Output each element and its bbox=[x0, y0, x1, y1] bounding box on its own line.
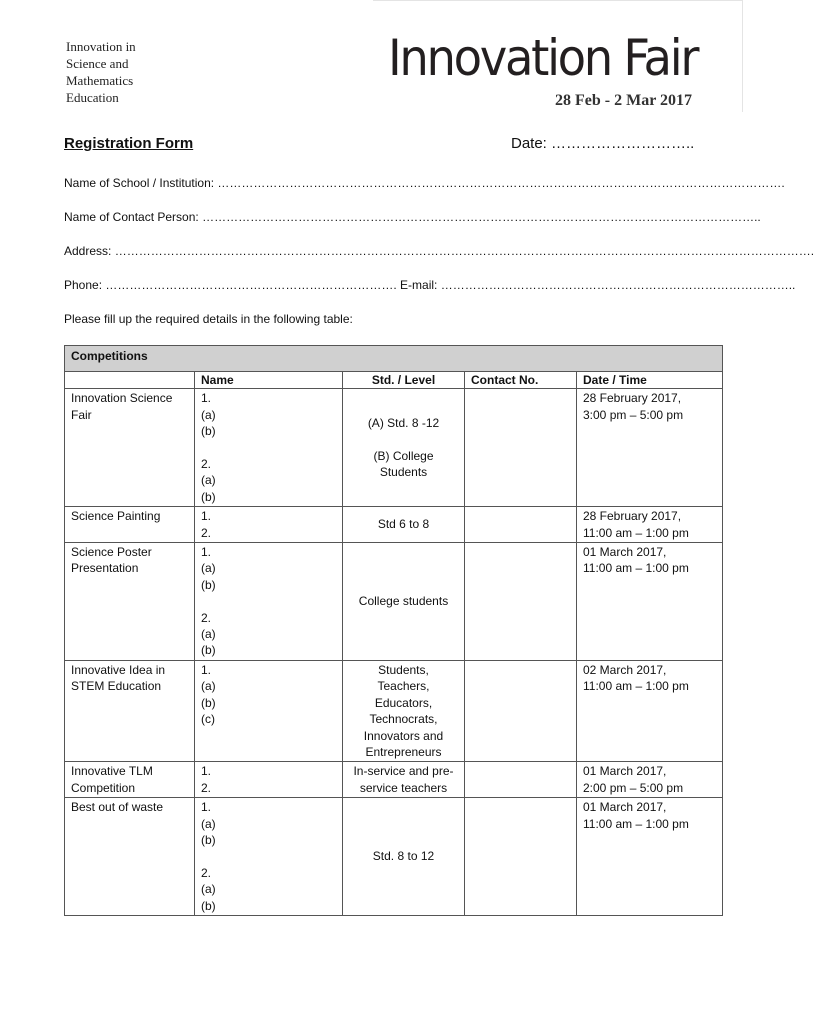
competition-name: Science Painting bbox=[71, 509, 161, 524]
participant-slot: (a) bbox=[201, 627, 216, 642]
std-level-text: In-service and pre- bbox=[353, 764, 454, 779]
competition-cell bbox=[65, 762, 195, 798]
header-top-rule bbox=[373, 0, 743, 1]
organization-line: Mathematics bbox=[66, 73, 134, 88]
contact-person-field[interactable]: Name of Contact Person: ………………………………………………………………………………………………………………………….. bbox=[64, 210, 761, 224]
header-date-time: Date / Time bbox=[577, 372, 723, 389]
event-dates: 28 Feb - 2 Mar 2017 bbox=[555, 92, 693, 109]
date-time-text: 28 February 2017, bbox=[583, 509, 682, 524]
participant-slot: (a) bbox=[201, 882, 216, 897]
participant-slot: 2. bbox=[201, 457, 212, 472]
competition-cell bbox=[65, 389, 195, 507]
date-time-text: 2:00 pm – 5:00 pm bbox=[583, 780, 684, 795]
contact-no-cell[interactable] bbox=[465, 507, 577, 543]
form-title: Registration Form bbox=[64, 135, 194, 152]
competition-cell bbox=[65, 507, 195, 543]
competition-name: Innovative TLM Competition bbox=[71, 764, 153, 795]
participant-names-cell[interactable] bbox=[195, 798, 343, 916]
header-side-rule bbox=[742, 0, 743, 112]
organization-name bbox=[66, 38, 136, 106]
std-level-text: (B) College bbox=[373, 448, 434, 463]
contact-no-cell[interactable] bbox=[465, 660, 577, 761]
participant-slot: 1. bbox=[201, 509, 212, 524]
competition-name: Best out of waste bbox=[71, 800, 164, 815]
date-time-text: 11:00 am – 1:00 pm bbox=[583, 561, 689, 576]
contact-no-cell[interactable] bbox=[465, 543, 577, 661]
competition-name: Innovation Science Fair bbox=[71, 391, 173, 422]
participant-slot: (a) bbox=[201, 679, 216, 694]
std-level-text: Innovators and bbox=[363, 728, 444, 743]
date-time-cell bbox=[577, 389, 723, 507]
participant-slot: (b) bbox=[201, 489, 216, 504]
contact-no-cell[interactable] bbox=[465, 762, 577, 798]
participant-slot: 1. bbox=[201, 764, 212, 779]
date-time-cell bbox=[577, 660, 723, 761]
date-time-cell bbox=[577, 507, 723, 543]
school-name-field[interactable]: Name of School / Institution: ……………………………………………………………………………………………………………………………. bbox=[64, 176, 785, 190]
header-name: Name bbox=[195, 372, 343, 389]
date-time-text: 11:00 am – 1:00 pm bbox=[583, 679, 689, 694]
competition-name: Innovative Idea in STEM Education bbox=[71, 662, 166, 694]
contact-no-cell[interactable] bbox=[465, 798, 577, 916]
innovation-fair-logo: Innovation Fair bbox=[388, 29, 698, 87]
participant-names-cell[interactable] bbox=[195, 762, 343, 798]
address-field[interactable]: Address: …………………………………………………………………………………………………………………………………………………………. bbox=[64, 244, 814, 258]
participant-slot: (a) bbox=[201, 561, 216, 576]
competition-name: Science Poster Presentation bbox=[71, 545, 152, 576]
std-level-cell bbox=[343, 660, 465, 761]
date-field[interactable]: Date: ……………………….. bbox=[511, 135, 695, 152]
participant-slot: 2. bbox=[201, 610, 212, 625]
participant-slot: 2. bbox=[201, 865, 212, 880]
date-time-cell bbox=[577, 543, 723, 661]
participant-slot: (b) bbox=[201, 643, 216, 658]
std-level-text: Educators, bbox=[374, 695, 433, 710]
participant-slot: (b) bbox=[201, 424, 216, 439]
std-level-cell bbox=[343, 389, 465, 507]
participant-slot bbox=[201, 848, 336, 864]
table-row bbox=[65, 389, 723, 507]
organization-line: Science and bbox=[66, 56, 129, 71]
participant-slot: (b) bbox=[201, 832, 216, 847]
date-time-cell bbox=[577, 762, 723, 798]
std-level-text: Std 6 to 8 bbox=[377, 517, 430, 532]
date-time-text: 3:00 pm – 5:00 pm bbox=[583, 407, 684, 422]
participant-slot bbox=[201, 593, 336, 609]
competitions-table bbox=[64, 345, 723, 916]
table-row bbox=[65, 543, 723, 661]
std-level-text: Std. 8 to 12 bbox=[372, 849, 435, 864]
participant-slot bbox=[201, 440, 336, 456]
participant-names-cell[interactable] bbox=[195, 660, 343, 761]
std-level-cell bbox=[343, 798, 465, 916]
std-level-text: Teachers, bbox=[377, 679, 430, 694]
participant-slot: 1. bbox=[201, 800, 212, 815]
date-time-cell bbox=[577, 798, 723, 916]
header-competition bbox=[65, 372, 195, 389]
date-time-text: 02 March 2017, bbox=[583, 662, 667, 677]
date-time-text: 01 March 2017, bbox=[583, 545, 667, 560]
std-level-text: College students bbox=[358, 594, 449, 609]
competition-cell bbox=[65, 798, 195, 916]
std-level-text bbox=[349, 431, 458, 447]
std-level-text: Entrepreneurs bbox=[365, 744, 442, 759]
table-row bbox=[65, 798, 723, 916]
std-level-cell bbox=[343, 543, 465, 661]
header-std-level: Std. / Level bbox=[343, 372, 465, 389]
table-row bbox=[65, 507, 723, 543]
participant-names-cell[interactable] bbox=[195, 389, 343, 507]
participant-slot: 2. bbox=[201, 780, 212, 795]
std-level-text: Technocrats, bbox=[369, 712, 438, 727]
participant-slot: (b) bbox=[201, 695, 216, 710]
date-time-text: 01 March 2017, bbox=[583, 800, 667, 815]
participant-slot: 1. bbox=[201, 391, 212, 406]
participant-slot: 1. bbox=[201, 545, 212, 560]
date-time-text: 11:00 am – 1:00 pm bbox=[583, 525, 689, 540]
date-time-text: 01 March 2017, bbox=[583, 764, 667, 779]
std-level-text: (A) Std. 8 -12 bbox=[367, 416, 440, 431]
table-caption: Competitions bbox=[65, 346, 723, 372]
table-row bbox=[65, 660, 723, 761]
std-level-text: Students bbox=[379, 465, 428, 480]
participant-slot: (a) bbox=[201, 407, 216, 422]
phone-email-field[interactable]: Phone: ………………………………………………………………. E-mail: …………………………………………………………………………….. bbox=[64, 278, 796, 292]
organization-line: Education bbox=[66, 90, 119, 105]
participant-slot: (b) bbox=[201, 898, 216, 913]
contact-no-cell[interactable] bbox=[465, 389, 577, 507]
participant-names-cell[interactable] bbox=[195, 543, 343, 661]
date-time-text: 28 February 2017, bbox=[583, 391, 682, 406]
participant-slot: (c) bbox=[201, 712, 215, 727]
competition-cell bbox=[65, 543, 195, 661]
std-level-text: service teachers bbox=[359, 780, 448, 795]
competition-cell bbox=[65, 660, 195, 761]
date-time-text: 11:00 am – 1:00 pm bbox=[583, 816, 689, 831]
participant-slot: (b) bbox=[201, 577, 216, 592]
participant-slot: (a) bbox=[201, 473, 216, 488]
std-level-text: Students, bbox=[378, 662, 429, 677]
participant-slot: 2. bbox=[201, 525, 212, 540]
participant-names-cell[interactable] bbox=[195, 507, 343, 543]
table-row bbox=[65, 762, 723, 798]
std-level-cell bbox=[343, 762, 465, 798]
std-level-cell bbox=[343, 507, 465, 543]
table-instruction: Please fill up the required details in the following table: bbox=[64, 312, 353, 326]
organization-line: Innovation in bbox=[66, 39, 136, 54]
participant-slot: (a) bbox=[201, 816, 216, 831]
header-contact-no: Contact No. bbox=[465, 372, 577, 389]
participant-slot: 1. bbox=[201, 662, 212, 677]
